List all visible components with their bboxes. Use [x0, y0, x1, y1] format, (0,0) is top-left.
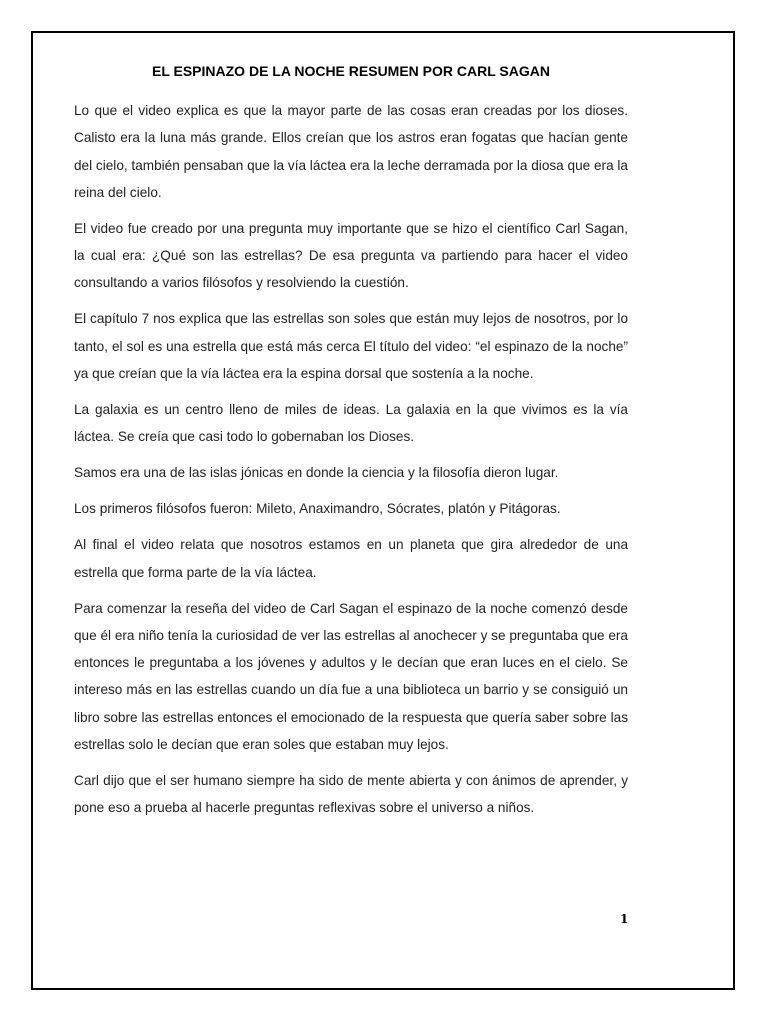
- paragraph-2: El video fue creado por una pregunta muy importante que se hizo el científico Carl Sagan, la cual era: ¿Qué son las estrellas? De esa pregunta va partiendo para hacer el video consultando a varios filósofos y resolviendo la cuestión.: [74, 220, 628, 291]
- paragraph-7: Al final el video relata que nosotros estamos en un planeta que gira alrededor de una estrella que forma parte de la vía láctea.: [74, 537, 628, 580]
- page-number: 1: [620, 912, 629, 926]
- paragraph-8: Para comenzar la reseña del video de Carl Sagan el espinazo de la noche comenzó desde que él era niño tenía la curiosidad de ver las estrellas al anochecer y se preguntaba que era entonces le preguntaba a los jóvenes y adultos y le decían que eran luces en el cielo. Se intereso más en las estrellas cuando un día fue a una biblioteca un barrio y se consiguió un libro sobre las estrellas entonces el emocionado de la respuesta que quería saber sobre las estrellas solo le decían que eran soles que estaban muy lejos.: [74, 600, 628, 753]
- paragraph-1: Lo que el video explica es que la mayor parte de las cosas eran creadas por los dioses. Calisto era la luna más grande. Ellos creían que los astros eran fogatas que hacían gente del cielo, también pensaban que la vía láctea era la leche derramada por la diosa que era la reina del cielo.: [74, 103, 628, 200]
- paragraph-4: La galaxia es un centro lleno de miles de ideas. La galaxia en la que vivimos es la vía láctea. Se creía que casi todo lo gobernaban los Dioses.: [74, 402, 628, 445]
- document-body: [74, 58, 628, 830]
- paragraph-5: Samos era una de las islas jónicas en donde la ciencia y la filosofía dieron lugar.: [74, 465, 559, 481]
- paragraph-6: Los primeros filósofos fueron: Mileto, Anaximandro, Sócrates, platón y Pitágoras.: [74, 501, 561, 517]
- paragraph-9: Carl dijo que el ser humano siempre ha sido de mente abierta y con ánimos de aprender, y pone eso a prueba al hacerle preguntas reflexivas sobre el universo a niños.: [74, 773, 628, 816]
- paragraph-3: El capítulo 7 nos explica que las estrellas son soles que están muy lejos de nosotros, por lo tanto, el sol es una estrella que está más cerca El título del video: “el espinazo de la noche” ya que creían que la vía láctea era la espina dorsal que sostenía a la noche.: [74, 311, 628, 382]
- document-title: EL ESPINAZO DE LA NOCHE RESUMEN POR CARL SAGAN: [151, 63, 550, 79]
